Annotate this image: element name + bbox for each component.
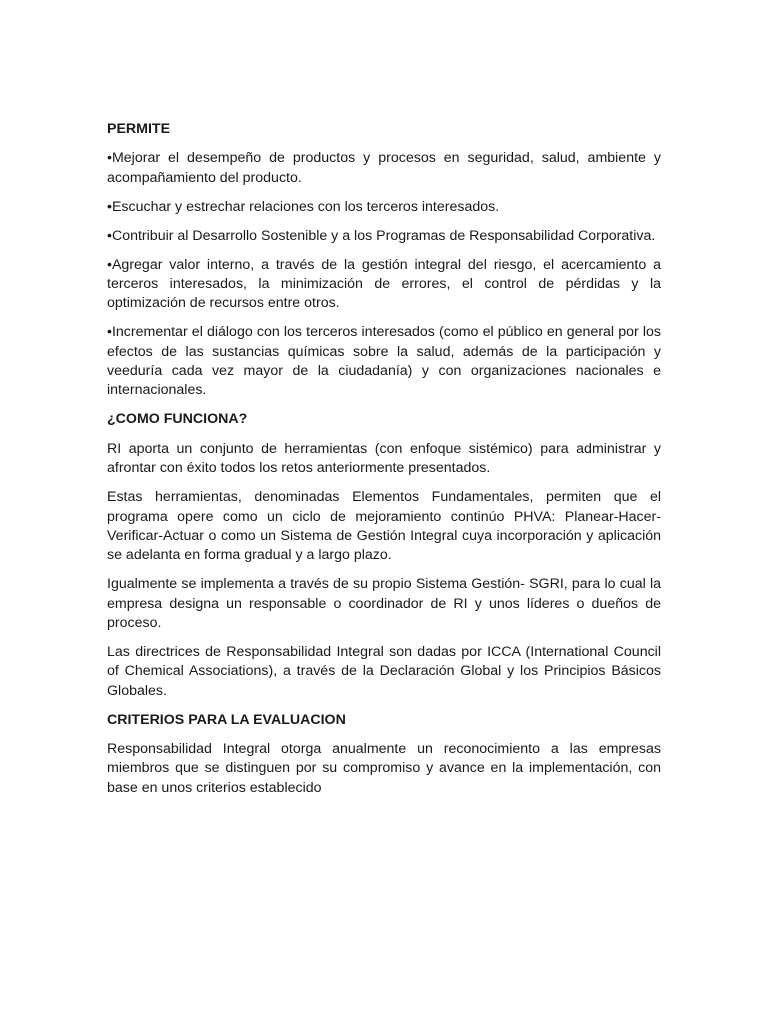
bullet-paragraph: •Escuchar y estrechar relaciones con los terceros interesados.	[107, 198, 500, 215]
body-paragraph: RI aporta un conjunto de herramientas (con enfoque sistémico) para administrar y afrontar con éxito todos los retos anteriormente presentados.	[107, 440, 661, 477]
section-heading: PERMITE	[107, 121, 171, 137]
body-paragraph: Las directrices de Responsabilidad Integral son dadas por ICCA (International Council of Chemical Associations), a través de la Declaración Global y los Principios Básicos Globales.	[107, 643, 661, 699]
bullet-paragraph: •Mejorar el desempeño de productos y procesos en seguridad, salud, ambiente y acompañamiento del producto.	[107, 150, 661, 186]
bullet-paragraph: •Contribuir al Desarrollo Sostenible y a los Programas de Responsabilidad Corporativa.	[107, 227, 656, 244]
body-paragraph: Estas herramientas, denominadas Elementos Fundamentales, permiten que el programa opere como un ciclo de mejoramiento continúo PHVA: Planear-Hacer-Verificar-Actuar o como un Sistema de Gestión Integral cuya incorporación y aplicación se adelanta en forma gradual y a largo plazo.	[107, 489, 661, 564]
section-permite	[107, 120, 661, 401]
bullet-paragraph: •Agregar valor interno, a través de la gestión integral del riesgo, el acercamiento a terceros interesados, la minimización de errores, el control de pérdidas y la optimización de recursos entre otros.	[107, 256, 661, 312]
section-heading: ¿COMO FUNCIONA?	[107, 411, 248, 428]
section-criterios	[107, 711, 661, 799]
section-heading: CRITERIOS PARA LA EVALUACION	[107, 711, 346, 728]
bullet-paragraph: •Incrementar el diálogo con los terceros interesados (como el público en general por los efectos de las sustancias químicas sobre la salud, además de la participación y veeduría cada vez mayor de la ciudadanía) y con organizaciones nacionales e internacionales.	[107, 324, 661, 399]
document-page	[107, 120, 661, 808]
body-paragraph: Igualmente se implementa a través de su propio Sistema Gestión- SGRI, para lo cual la empresa designa un responsable o coordinador de RI y unos líderes o dueños de proceso.	[107, 576, 661, 632]
section-como-funciona	[107, 410, 661, 701]
body-paragraph: Responsabilidad Integral otorga anualmente un reconocimiento a las empresas miembros que se distinguen por su compromiso y avance en la implementación, con base en unos criterios establecido	[107, 741, 661, 796]
